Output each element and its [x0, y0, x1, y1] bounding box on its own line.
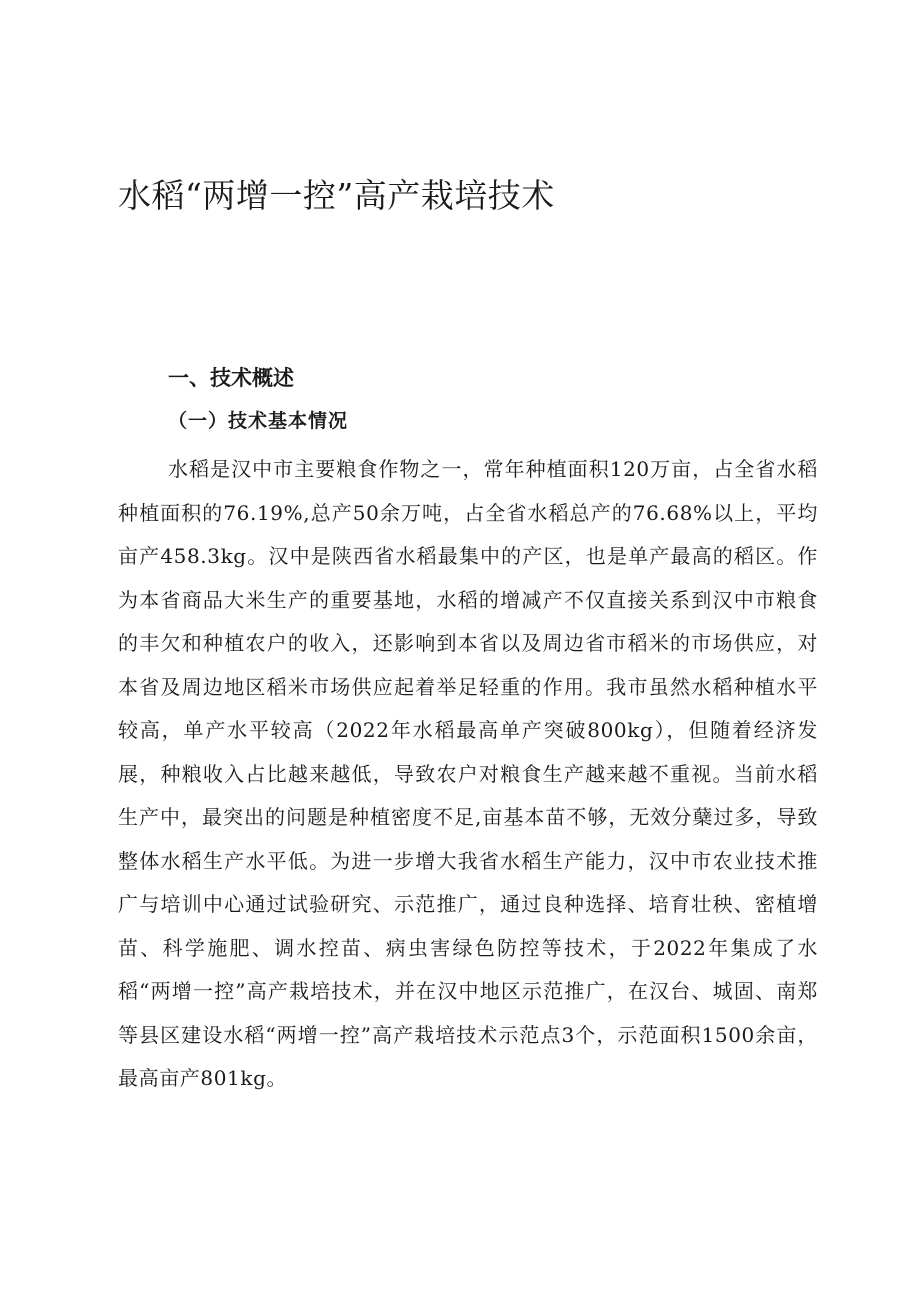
subsection-heading-basic-situation: （一）技术基本情况: [168, 410, 349, 432]
document-title: 水稻“两增一控”高产栽培技术: [118, 176, 555, 215]
section-heading-overview: 一、技术概述: [168, 366, 294, 390]
body-paragraph: 水稻是汉中市主要粮食作物之一，常年种植面积120万亩，占全省水稻种植面积的76.19%,总产50余万吨，占全省水稻总产的76.68%以上，平均亩产458.3kg。汉中是陕西省水稻最集中的产区，也是单产最高的稻区。作为本省商品大米生产的重要基地，水稻的增减产不仅直接关系到汉中市粮食的丰欠和种植农户的收入，还影响到本省以及周边省市稻米的市场供应，对本省及周边地区稻米市场供应起着举足轻重的作用。我市虽然水稻种植水平较高，单产水平较高（2022年水稻最高单产突破800kg），但随着经济发展，种粮收入占比越来越低，导致农户对粮食生产越来越不重视。当前水稻生产中，最突出的问题是种植密度不足,亩基本苗不够，无效分蘖过多，导致整体水稻生产水平低。为进一步增大我省水稻生产能力，汉中市农业技术推广与培训中心通过试验研究、示范推广，通过良种选择、培育壮秧、密植增苗、科学施肥、调水控苗、病虫害绿色防控等技术，于2022年集成了水稻“两增一控”高产栽培技术，并在汉中地区示范推广，在汉台、城固、南郑等县区建设水稻“两增一控”高产栽培技术示范点3个，示范面积1500余亩，最高亩产801kg。: [118, 457, 818, 1090]
